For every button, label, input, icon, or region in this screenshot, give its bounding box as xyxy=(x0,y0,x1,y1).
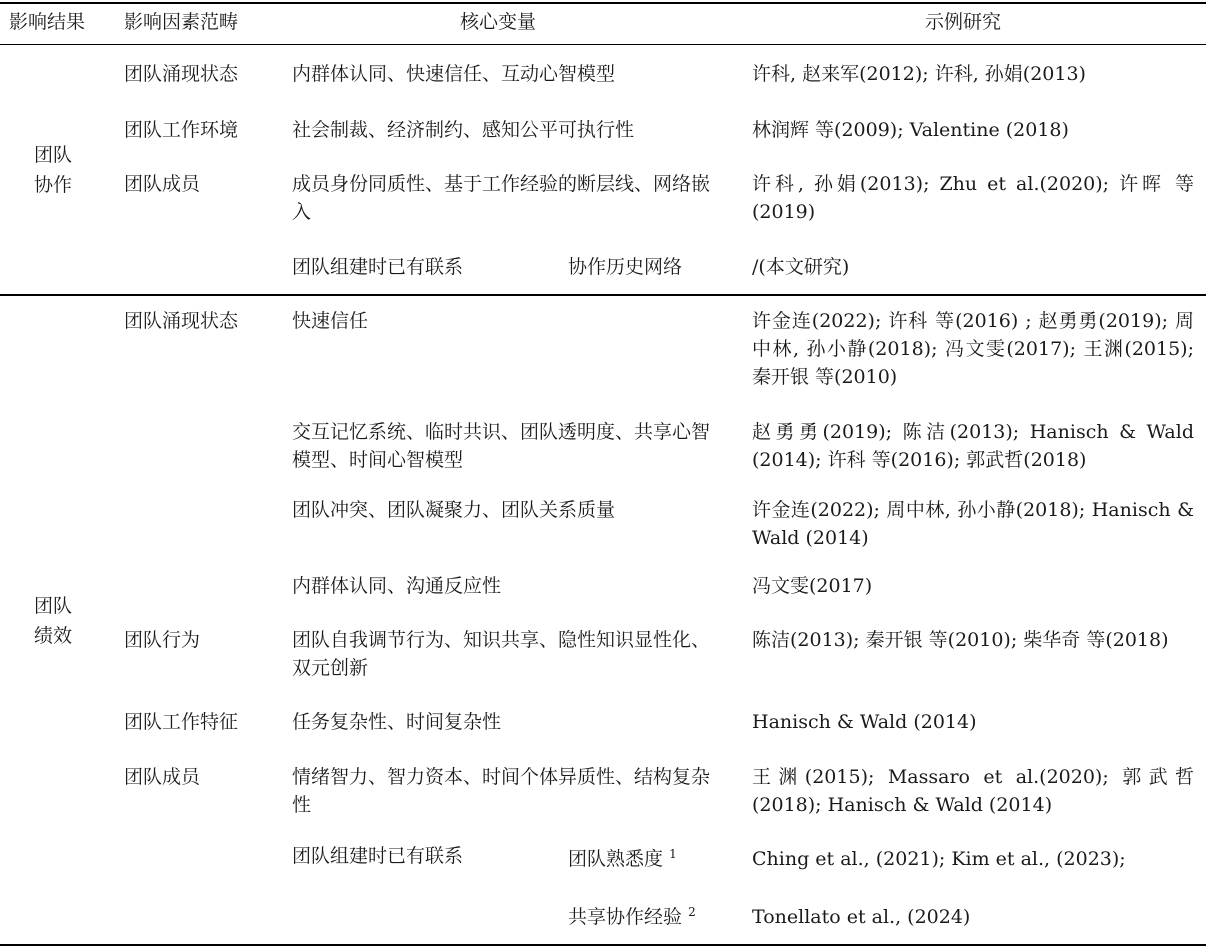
perf-row9-subvariable-text: 共享协作经验 xyxy=(568,906,683,928)
perf-row7-variables: 情绪智力、智力资本、时间个体异质性、结构复杂性 xyxy=(292,766,711,816)
collab-row2-studies: 林润辉 等(2009); Valentine (2018) xyxy=(752,119,1069,141)
perf-row4-variables: 内群体认同、沟通反应性 xyxy=(292,575,502,597)
header-outcome: 影响结果 xyxy=(9,11,86,33)
perf-row8-variables: 团队组建时已有联系 xyxy=(292,845,464,867)
collab-row4-variables: 团队组建时已有联系 xyxy=(292,256,464,278)
perf-row5-category: 团队行为 xyxy=(124,629,201,651)
outcome-collab-line2: 协作 xyxy=(34,174,73,196)
collab-row2-variables: 社会制裁、经济制约、感知公平可执行性 xyxy=(292,119,635,141)
perf-row2-variables: 交互记忆系统、临时共识、团队透明度、共享心智模型、时间心智模型 xyxy=(292,421,711,471)
collab-row4-subvariable: 协作历史网络 xyxy=(568,256,683,278)
table-bottom-rule xyxy=(0,944,1206,946)
outcome-collab-line1: 团队 xyxy=(34,144,73,166)
collab-row3-variables: 成员身份同质性、基于工作经验的断层线、网络嵌入 xyxy=(292,173,711,223)
header-category: 影响因素范畴 xyxy=(124,11,239,33)
perf-row9-studies: Tonellato et al., (2024) xyxy=(752,906,971,928)
perf-row8-subvariable-text: 团队熟悉度 xyxy=(568,848,664,870)
perf-row6-studies: Hanisch & Wald (2014) xyxy=(752,711,977,733)
header-rule xyxy=(0,44,1206,45)
perf-row1-studies: 许金连(2022); 许科 等(2016) ; 赵勇勇(2019); 周中林, 孙小静(2018); 冯文雯(2017); 王渊(2015); 秦开银 等(2010) xyxy=(752,310,1194,388)
perf-row1-variables: 快速信任 xyxy=(292,310,369,332)
perf-row8-studies: Ching et al., (2021); Kim et al., (2023); xyxy=(752,848,1126,870)
table-top-rule xyxy=(0,2,1206,4)
header-studies: 示例研究 xyxy=(925,11,1002,33)
header-variables: 核心变量 xyxy=(460,11,537,33)
perf-row6-variables: 任务复杂性、时间复杂性 xyxy=(292,711,502,733)
perf-row5-studies: 陈洁(2013); 秦开银 等(2010); 柴华奇 等(2018) xyxy=(752,629,1169,651)
collab-row1-studies: 许科, 赵来军(2012); 许科, 孙娟(2013) xyxy=(752,63,1086,85)
perf-row5-variables: 团队自我调节行为、知识共享、隐性知识显性化、双元创新 xyxy=(292,629,711,679)
perf-row7-category: 团队成员 xyxy=(124,766,201,788)
perf-row1-category: 团队涌现状态 xyxy=(124,310,239,332)
footnote-marker-2: 2 xyxy=(688,905,696,919)
collab-row2-category: 团队工作环境 xyxy=(124,119,239,141)
perf-row9-subvariable xyxy=(568,903,696,931)
outcome-perf-line2: 绩效 xyxy=(34,625,73,647)
collab-row1-variables: 内群体认同、快速信任、互动心智模型 xyxy=(292,63,616,85)
perf-row6-category: 团队工作特征 xyxy=(124,711,239,733)
outcome-perf-line1: 团队 xyxy=(34,595,73,617)
perf-row3-variables: 团队冲突、团队凝聚力、团队关系质量 xyxy=(292,499,616,521)
section-rule xyxy=(0,294,1206,296)
collab-row3-category: 团队成员 xyxy=(124,173,201,195)
perf-row8-subvariable xyxy=(568,845,677,873)
collab-row4-studies: /(本文研究) xyxy=(752,256,850,278)
collab-row1-category: 团队涌现状态 xyxy=(124,63,239,85)
perf-row2-studies: 赵勇勇(2019); 陈洁(2013); Hanisch & Wald (2014); 许科 等(2016); 郭武哲(2018) xyxy=(752,421,1194,471)
perf-row7-studies: 王渊(2015); Massaro et al.(2020); 郭武哲(2018); Hanisch & Wald (2014) xyxy=(752,766,1194,816)
perf-row4-studies: 冯文雯(2017) xyxy=(752,575,873,597)
collab-row3-studies: 许科, 孙娟(2013); Zhu et al.(2020); 许晖 等(2019) xyxy=(752,173,1194,223)
footnote-marker-1: 1 xyxy=(669,847,677,861)
perf-row3-studies: 许金连(2022); 周中林, 孙小静(2018); Hanisch & Wald (2014) xyxy=(752,499,1194,549)
